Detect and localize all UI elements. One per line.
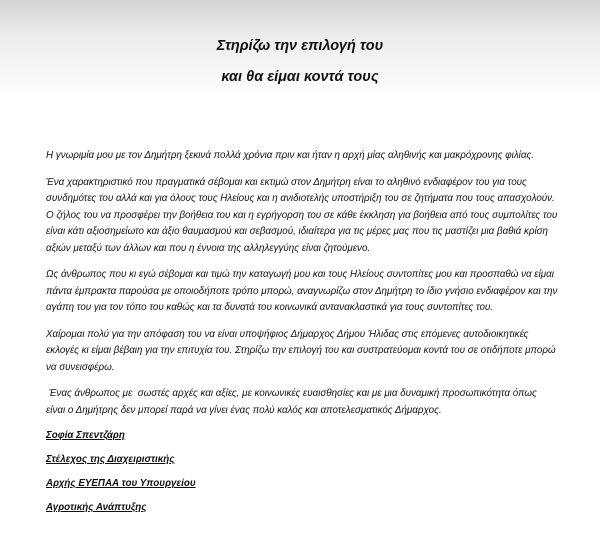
signature-name: Σοφία Σπεντζάρη (46, 430, 125, 441)
signature-role-line-2: Αρχής ΕΥΕΠΑΑ του Υπουργείου (46, 478, 196, 489)
document-body (46, 148, 558, 525)
signature-role-line-3: Αγροτικής Ανάπτυξης (46, 502, 147, 513)
paragraph-5: Ένας άνθρωπος με σωστές αρχές και αξίες, με κοινωνικές ευαισθησίες και με μια δυναμική προσωπικότητα όπως είναι ο Δημήτρης δεν μπορεί παρά να γίνει ένας πολύ καλός και αποτελεσματικός Δήμαρχος. (46, 388, 540, 416)
signature-block (46, 429, 558, 515)
paragraph-3: Ως άνθρωπος που κι εγώ σέβομαι και τιμώ την καταγωγή μου και τους Ηλείους συντοπίτες μου και προσπαθώ να είμαι πάντα έμπρακτα παρούσα με οποιοδήποτε τρόπο μπορώ, αναγνωρίζω στον Δημήτρη το ίδιο γνήσιο ενδιαφέρον και την αγάπη του για τον τόπο του καθώς και τα δυνατά του κοινωνικά αντανακλαστικά για τους συντοπίτες του. (46, 269, 558, 313)
title-line-2: και θα είμαι κοντά τους (221, 69, 379, 85)
signature-role-line-1: Στέλεχος της Διαχειριστικής (46, 454, 175, 465)
document-title (0, 38, 600, 85)
paragraph-2: Ένα χαρακτηριστικό που πραγματικά σέβομαι και εκτιμώ στον Δημήτρη είναι το αληθινό ενδιαφέρον του για τους συνδημότες του αλλά και για όλους τους Ηλείους και η ανιδιοτελής υποστήριξη του σε ζητήματα που τους απασχολούν. Ο ζήλος του να προσφέρει την βοήθεια του και η εγρήγορση του σε κάθε έκκληση για βοήθεια από τους συμπολίτες του είναι κάτι αξιοσημείωτο και άξιο θαυμασμού και σεβασμού, ιδιαίτερα για τις μέρες μας που τις μαστίζει μια βαθιά κρίση αξιών μεταξύ των άλλων και που η έννοια της αλληλεγγύης είναι ζητούμενο. (46, 176, 558, 254)
paragraph-4: Χαίρομαι πολύ για την απόφαση του να είναι υποψήφιος Δήμαρχος Δήμου Ήλιδας στις επόμενες αυτοδιοικητικές εκλογές κι είμαι βέβαιη για την επιτυχία του. Στηρίζω την επιλογή του και συστρατεύομαι κοντά του σε οτιδήποτε μπορώ να συνεισφέρω. (46, 328, 556, 373)
paragraph-1: Η γνωριμία μου με τον Δημήτρη ξεκινά πολλά χρόνια πριν και ήταν η αρχή μίας αληθινής και μακρόχρονης φιλίας. (46, 150, 534, 161)
title-line-1: Στηρίζω την επιλογή του (216, 38, 384, 54)
